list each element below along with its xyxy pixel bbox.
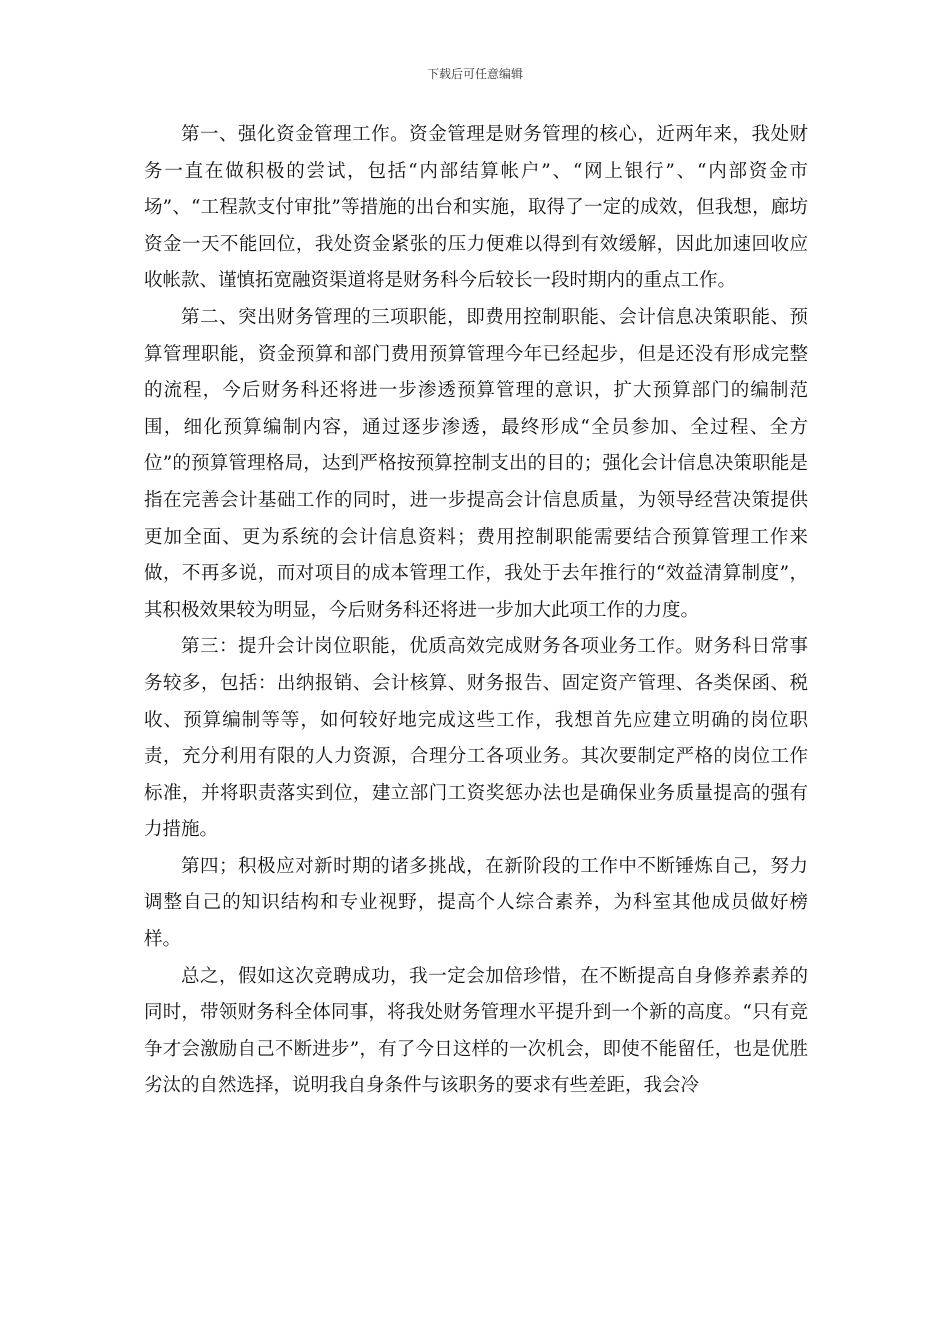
paragraph-5: 总之，假如这次竞聘成功，我一定会加倍珍惜，在不断提高自身修养素养的同时，带领财务科全体同事，将我处财务管理水平提升到一个新的高度。“只有竞争才会激励自己不断进步”，有了今日这样的一次机会，即使不能留任，也是优胜劣汰的自然选择，说明我自身条件与该职务的要求有些差距，我会冷 — [144, 965, 808, 1097]
header-note: 下载后可任意编辑 — [426, 67, 523, 81]
paragraph-4: 第四；积极应对新时期的诸多挑战，在新阶段的工作中不断锤炼自己，努力调整自己的知识结构和专业视野，提高个人综合素养，为科室其他成员做好榜样。 — [144, 855, 808, 951]
paragraph-3: 第三：提升会计岗位职能，优质高效完成财务各项业务工作。财务科日常事务较多，包括：出纳报销、会计核算、财务报告、固定资产管理、各类保函、税收、预算编制等等，如何较好地完成这些工作，我想首先应建立明确的岗位职责，充分利用有限的人力资源，合理分工各项业务。其次要制定严格的岗位工作标准，并将职责落实到位，建立部门工资奖惩办法也是确保业务质量提高的强有力措施。 — [144, 636, 808, 841]
paragraph-2: 第二、突出财务管理的三项职能，即费用控制职能、会计信息决策职能、预算管理职能，资金预算和部门费用预算管理今年已经起步，但是还没有形成完整的流程，今后财务科还将进一步渗透预算管理的意识，扩大预算部门的编制范围，细化预算编制内容，通过逐步渗透，最终形成“全员参加、全过程、全方位”的预算管理格局，达到严格按预算控制支出的目的；强化会计信息决策职能是指在完善会计基础工作的同时，进一步提高会计信息质量，为领导经营决策提供更加全面、更为系统的会计信息资料；费用控制职能需要结合预算管理工作来做，不再多说，而对项目的成本管理工作，我处于去年推行的“效益清算制度”，其积极效果较为明显，今后财务科还将进一步加大此项工作的力度。 — [144, 306, 808, 621]
document-body — [144, 117, 808, 1105]
paragraph-1: 第一、强化资金管理工作。资金管理是财务管理的核心，近两年来，我处财务一直在做积极的尝试，包括“内部结算帐户”、“网上银行”、“内部资金市场”、“工程款支付审批”等措施的出台和实施，取得了一定的成效，但我想，廊坊资金一天不能回位，我处资金紧张的压力便难以得到有效缓解，因此加速回收应收帐款、谨慎拓宽融资渠道将是财务科今后较长一段时期内的重点工作。 — [144, 124, 808, 292]
